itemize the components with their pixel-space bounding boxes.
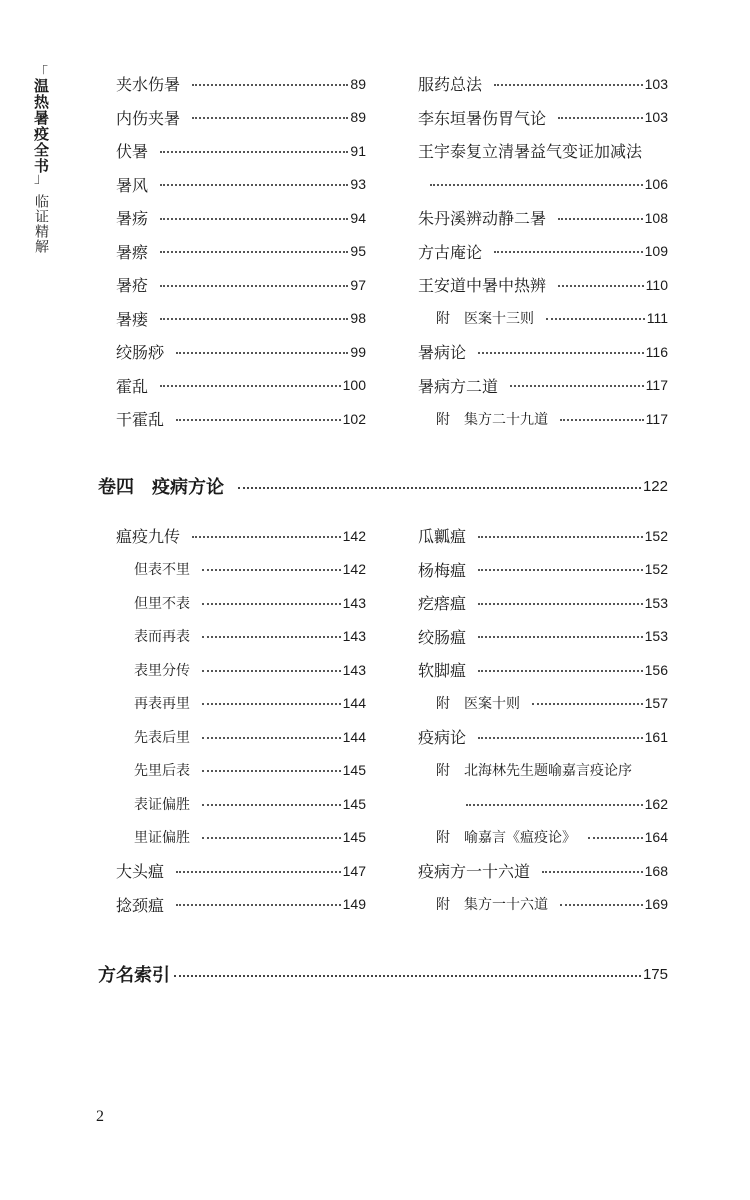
toc-entry-page: 89	[350, 109, 366, 126]
leader-dots	[192, 84, 348, 86]
leader-dots	[176, 871, 341, 873]
toc-entry-page: 93	[350, 176, 366, 193]
toc-entry-page: 142	[342, 561, 366, 578]
toc-entry-continuation[interactable]	[418, 168, 668, 202]
toc-entry[interactable]	[418, 754, 668, 788]
chapter-page: 122	[642, 477, 668, 495]
running-head	[24, 65, 58, 254]
toc-entry-continuation[interactable]	[418, 787, 668, 821]
toc-entry-page: 99	[350, 343, 366, 360]
leader-dots	[546, 318, 645, 320]
toc-entry-page: 109	[644, 243, 668, 260]
toc-entry-page: 161	[644, 728, 668, 745]
toc-entry-page: 156	[644, 661, 668, 678]
toc-entry[interactable]	[116, 134, 366, 168]
toc-entry-title: 暑病方二道	[418, 376, 499, 396]
toc-entry-title: 再表再里	[134, 696, 190, 713]
toc-entry-title: 王安道中暑中热辨	[418, 276, 547, 296]
leader-dots	[202, 804, 341, 806]
toc-entry-page: 143	[342, 661, 366, 678]
toc-entry-title: 表而再表	[134, 629, 190, 646]
toc-entry-page: 145	[342, 795, 366, 812]
toc-entry-title: 附 北海林先生题喻嘉言疫论序	[436, 763, 632, 780]
leader-dots	[560, 904, 643, 906]
toc-entry-page: 157	[644, 695, 668, 712]
running-head-subtitle: 临证精解	[33, 194, 49, 254]
leader-dots	[542, 871, 643, 873]
toc-entry-title: 里证偏胜	[134, 830, 190, 847]
toc-entry-page: 143	[342, 628, 366, 645]
leader-dots	[202, 569, 341, 571]
toc-entry-title: 夹水伤暑	[116, 75, 181, 95]
leader-dots	[202, 636, 341, 638]
leader-dots	[160, 285, 348, 287]
toc-entry[interactable]	[116, 787, 366, 821]
toc-entry[interactable]	[116, 201, 366, 235]
leader-dots	[478, 603, 643, 605]
toc-entry[interactable]	[418, 402, 668, 436]
running-head-title: 温热暑疫全书	[32, 78, 50, 174]
toc-entry[interactable]	[116, 888, 366, 922]
toc-column-left	[116, 67, 366, 436]
leader-dots	[558, 285, 644, 287]
leader-dots	[176, 419, 341, 421]
leader-dots	[430, 184, 643, 186]
toc-entry-page: 106	[644, 176, 668, 193]
toc-entry-title: 王宇泰复立清暑益气变证加减法	[418, 142, 643, 162]
toc-entry-page: 108	[644, 209, 668, 226]
toc-entry-title: 但里不表	[134, 595, 190, 612]
toc-entry[interactable]	[418, 854, 668, 888]
page-number: 2	[96, 1108, 104, 1125]
toc-entry-page: 152	[644, 561, 668, 578]
toc-entry-title: 但表不里	[134, 562, 190, 579]
toc-entry-title: 附 喻嘉言《瘟疫论》	[436, 830, 576, 847]
toc-entry[interactable]	[116, 67, 366, 101]
toc-entry[interactable]	[418, 302, 668, 336]
leader-dots	[478, 636, 643, 638]
toc-entry-page: 145	[342, 829, 366, 846]
toc-entry[interactable]	[116, 720, 366, 754]
toc-entry-title: 绞肠痧	[116, 343, 165, 363]
chapter-title: 疫病方论	[152, 477, 224, 498]
leader-dots	[202, 703, 341, 705]
toc-entry[interactable]	[418, 369, 668, 403]
toc-entry-page: 110	[645, 276, 668, 293]
toc-entry-page: 100	[342, 377, 366, 394]
toc-entry[interactable]	[418, 653, 668, 687]
toc-entry-title: 李东垣暑伤胃气论	[418, 108, 547, 128]
toc-entry-page: 97	[350, 276, 366, 293]
toc-entry[interactable]	[418, 67, 668, 101]
toc-entry-title: 疫病论	[418, 728, 467, 748]
toc-entry[interactable]	[116, 235, 366, 269]
toc-entry-title: 暑疡	[116, 209, 149, 229]
toc-entry[interactable]	[116, 754, 366, 788]
toc-entry-page: 164	[644, 829, 668, 846]
toc-column-right	[418, 519, 668, 921]
leader-dots	[478, 737, 643, 739]
toc-entry-title: 大头瘟	[116, 862, 165, 882]
leader-dots	[202, 737, 341, 739]
toc-entry-title: 疙瘩瘟	[418, 594, 467, 614]
toc-entry-title: 服药总法	[418, 75, 483, 95]
toc-entry-title: 朱丹溪辨动静二暑	[418, 209, 547, 229]
toc-entry-page: 169	[644, 896, 668, 913]
toc-entry-page: 152	[644, 527, 668, 544]
toc-entry-page: 142	[342, 527, 366, 544]
toc-entry-page: 145	[342, 762, 366, 779]
leader-dots	[174, 975, 641, 977]
toc-entry-page: 95	[350, 243, 366, 260]
toc-entry-page: 103	[644, 109, 668, 126]
toc-entry-title: 霍乱	[116, 376, 149, 396]
toc-entry[interactable]	[116, 821, 366, 855]
toc-entry[interactable]	[116, 620, 366, 654]
toc-entry-page: 117	[645, 410, 668, 427]
toc-entry[interactable]	[418, 201, 668, 235]
running-head-bracket-open: 「	[34, 65, 48, 81]
toc-entry-title: 瓜瓤瘟	[418, 527, 467, 547]
leader-dots	[466, 804, 643, 806]
toc-entry-page: 153	[644, 594, 668, 611]
toc-entry[interactable]	[116, 687, 366, 721]
index-heading[interactable]	[98, 961, 668, 987]
toc-entry-title: 先表后里	[134, 729, 190, 746]
toc-entry-title: 暑疮	[116, 276, 149, 296]
toc-entry[interactable]	[418, 821, 668, 855]
toc-entry[interactable]	[418, 620, 668, 654]
toc-entry[interactable]	[116, 653, 366, 687]
toc-section-1	[116, 67, 668, 436]
toc-entry-title: 绞肠瘟	[418, 627, 467, 647]
toc-entry-title: 干霍乱	[116, 410, 165, 430]
leader-dots	[478, 670, 643, 672]
toc-entry[interactable]	[418, 134, 668, 168]
leader-dots	[532, 703, 643, 705]
toc-entry-page: 153	[644, 628, 668, 645]
toc-entry-title: 方古庵论	[418, 242, 483, 262]
toc-entry-title: 暑风	[116, 175, 149, 195]
toc-entry-page: 111	[646, 310, 668, 327]
toc-entry-title: 捻颈瘟	[116, 895, 165, 915]
toc-entry-page: 147	[342, 862, 366, 879]
toc-entry[interactable]	[116, 402, 366, 436]
toc-entry[interactable]	[116, 553, 366, 587]
toc-entry-page: 89	[350, 75, 366, 92]
toc-entry-title: 先里后表	[134, 763, 190, 780]
toc-entry[interactable]	[418, 519, 668, 553]
toc-entry[interactable]	[116, 168, 366, 202]
toc-entry[interactable]	[418, 101, 668, 135]
toc-entry-page: 94	[350, 209, 366, 226]
leader-dots	[176, 904, 341, 906]
toc-entry[interactable]	[116, 268, 366, 302]
leader-dots	[202, 603, 341, 605]
leader-dots	[558, 218, 643, 220]
toc-entry[interactable]	[418, 268, 668, 302]
leader-dots	[202, 670, 341, 672]
toc-entry[interactable]	[116, 302, 366, 336]
toc-section-2	[116, 519, 668, 921]
leader-dots	[494, 251, 643, 253]
leader-dots	[202, 837, 341, 839]
toc-entry-title: 疫病方一十六道	[418, 862, 531, 882]
toc-entry[interactable]	[116, 369, 366, 403]
leader-dots	[494, 84, 643, 86]
leader-dots	[478, 536, 643, 538]
toc-entry[interactable]	[418, 687, 668, 721]
running-head-bracket-close: 」	[34, 171, 48, 187]
leader-dots	[176, 352, 348, 354]
chapter-label: 卷四	[98, 477, 134, 498]
toc-entry-page: 144	[342, 728, 366, 745]
toc-entry-title: 附 集方二十九道	[436, 411, 548, 428]
leader-dots	[160, 218, 348, 220]
toc-entry-title: 附 集方一十六道	[436, 897, 548, 914]
leader-dots	[160, 385, 341, 387]
toc-entry[interactable]	[418, 586, 668, 620]
toc-entry[interactable]	[116, 586, 366, 620]
toc-entry-page: 149	[342, 896, 366, 913]
toc-entry-title: 暑瘘	[116, 309, 149, 329]
toc-entry-page: 117	[645, 377, 668, 394]
toc-entry-title: 瘟疫九传	[116, 527, 181, 547]
toc-entry[interactable]	[116, 101, 366, 135]
chapter-title-group	[98, 473, 238, 499]
leader-dots	[558, 117, 643, 119]
toc-column-left	[116, 519, 366, 921]
toc-entry-title: 内伤夹暑	[116, 108, 181, 128]
toc-entry-page: 91	[350, 142, 366, 159]
toc-column-right	[418, 67, 668, 436]
leader-dots	[478, 569, 643, 571]
leader-dots	[192, 117, 348, 119]
index-page: 175	[642, 965, 668, 983]
toc-entry-title: 杨梅瘟	[418, 560, 467, 580]
leader-dots	[588, 837, 643, 839]
toc-entry-title: 暑病论	[418, 343, 467, 363]
leader-dots	[160, 318, 348, 320]
leader-dots	[510, 385, 644, 387]
toc-entry[interactable]	[418, 888, 668, 922]
toc-entry-page: 103	[644, 75, 668, 92]
toc-entry-title: 表里分传	[134, 662, 190, 679]
leader-dots	[160, 151, 348, 153]
leader-dots	[478, 352, 644, 354]
toc-entry-title: 软脚瘟	[418, 661, 467, 681]
toc-entry[interactable]	[116, 335, 366, 369]
toc-entry[interactable]	[418, 720, 668, 754]
toc-entry-page: 102	[342, 410, 366, 427]
toc-entry-page: 98	[350, 310, 366, 327]
toc-entry[interactable]	[418, 335, 668, 369]
leader-dots	[202, 770, 341, 772]
toc-entry[interactable]	[418, 235, 668, 269]
toc-entry[interactable]	[116, 854, 366, 888]
leader-dots	[192, 536, 341, 538]
toc-entry[interactable]	[418, 553, 668, 587]
index-title: 方名索引	[98, 965, 170, 986]
toc-entry-page: 144	[342, 695, 366, 712]
toc-entry-title: 附 医案十三则	[436, 311, 534, 328]
leader-dots	[560, 419, 644, 421]
leader-dots	[238, 487, 641, 489]
leader-dots	[160, 184, 348, 186]
toc-entry-page: 143	[342, 594, 366, 611]
toc-entry-title: 表证偏胜	[134, 796, 190, 813]
chapter-heading[interactable]	[98, 473, 668, 499]
toc-entry-title: 附 医案十则	[436, 696, 520, 713]
toc-entry[interactable]	[116, 519, 366, 553]
toc-entry-page: 116	[645, 343, 668, 360]
leader-dots	[160, 251, 348, 253]
toc-entry-title: 暑瘵	[116, 242, 149, 262]
toc-entry-page: 168	[644, 862, 668, 879]
toc-entry-title: 伏暑	[116, 142, 149, 162]
toc-entry-page: 162	[644, 795, 668, 812]
